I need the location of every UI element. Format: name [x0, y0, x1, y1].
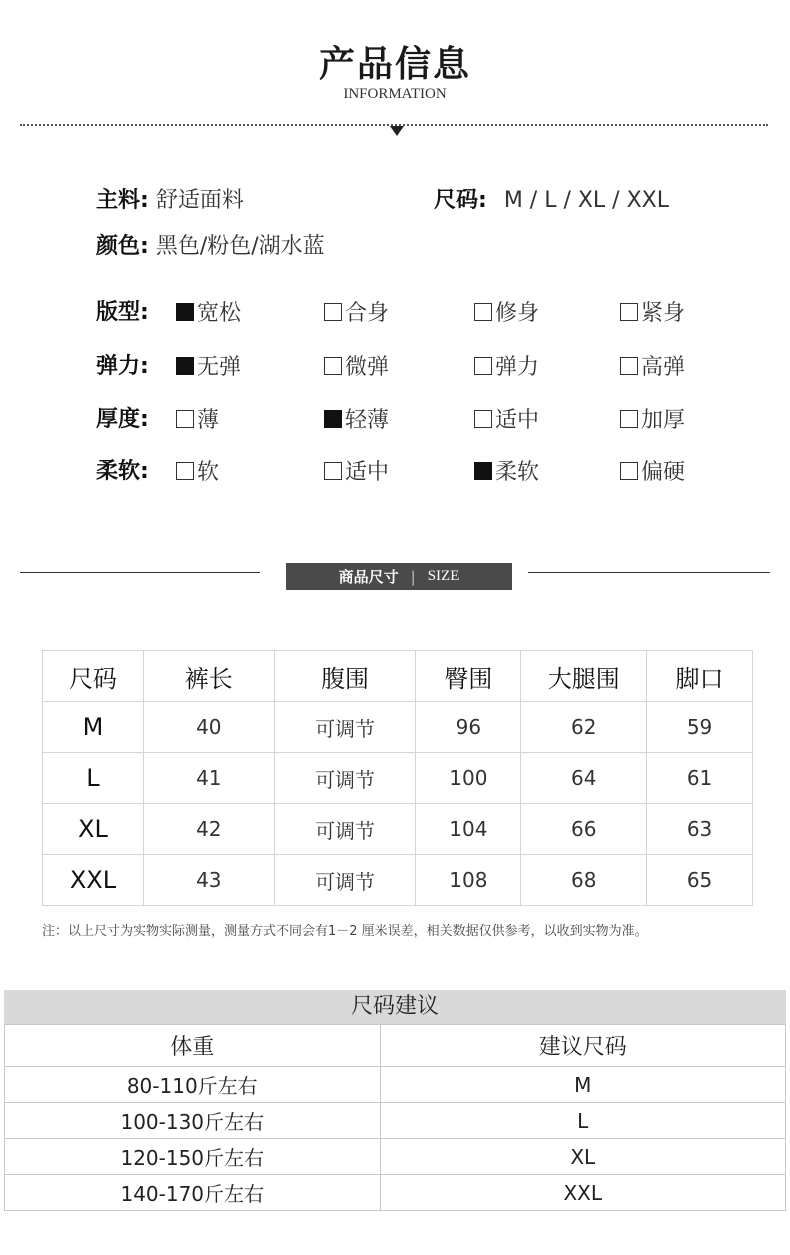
option-elastic-high: [620, 350, 685, 381]
table-header-row: [43, 651, 753, 702]
table-cell: 62: [521, 702, 647, 753]
table-cell: 104: [416, 804, 521, 855]
option-elastic-slight: [324, 350, 389, 381]
table-header: 尺码: [43, 651, 144, 702]
table-cell: 100-130斤左右: [5, 1103, 381, 1139]
attr-label-elasticity: 弹力:: [96, 354, 149, 379]
checkbox-icon: [324, 303, 342, 321]
attr-label-thickness: 厚度:: [96, 407, 149, 432]
option-elastic-medium: [474, 350, 539, 381]
page-subtitle: INFORMATION: [343, 86, 447, 102]
measurement-note: 注：以上尺寸为实物实际测量，测量方式不同会有1－2 厘米误差，相关数据仅供参考，以收到实物为准。: [42, 924, 648, 939]
size-recommendation-table: [4, 1024, 786, 1211]
table-cell: L: [380, 1103, 785, 1139]
checkbox-icon: [324, 462, 342, 480]
table-cell: 64: [521, 753, 647, 804]
table-cell: 59: [647, 702, 753, 753]
section-divider-right: [528, 572, 770, 573]
attr-label-softness: 柔软:: [96, 459, 149, 484]
checkbox-icon: [620, 303, 638, 321]
table-cell: XL: [380, 1139, 785, 1175]
table-cell: 可调节: [274, 753, 416, 804]
checkbox-icon: [474, 462, 492, 480]
table-header: 腹围: [274, 651, 416, 702]
table-header: 裤长: [143, 651, 274, 702]
option-text: 适中: [495, 408, 540, 433]
table-row: [43, 753, 753, 804]
option-text: 无弹: [197, 355, 242, 380]
table-cell: 61: [647, 753, 753, 804]
size-recommendation-title: 尺码建议: [4, 990, 786, 1024]
table-cell: XXL: [43, 855, 144, 906]
material-label: 主料:: [96, 188, 149, 213]
table-cell: 65: [647, 855, 753, 906]
option-soft-medium: [324, 455, 389, 486]
table-row: [5, 1139, 786, 1175]
checkbox-icon: [176, 357, 194, 375]
attr-label-fit: 版型:: [96, 300, 149, 325]
option-soft-soft: [176, 455, 219, 486]
option-elastic-none: [176, 350, 241, 381]
checkbox-icon: [176, 410, 194, 428]
option-text: 高弹: [641, 355, 686, 380]
option-text: 软: [197, 460, 220, 485]
option-fit-loose: [176, 296, 241, 327]
table-cell: 100: [416, 753, 521, 804]
option-text: 微弹: [345, 355, 390, 380]
table-cell: 96: [416, 702, 521, 753]
size-value: M / L / XL / XXL: [503, 188, 669, 213]
table-row: [5, 1175, 786, 1211]
table-cell: 可调节: [274, 804, 416, 855]
table-cell: L: [43, 753, 144, 804]
option-text: 轻薄: [345, 408, 390, 433]
option-text: 宽松: [197, 301, 242, 326]
option-fit-tight: [620, 296, 685, 327]
checkbox-icon: [324, 357, 342, 375]
table-cell: 108: [416, 855, 521, 906]
checkbox-icon: [176, 303, 194, 321]
size-table: [42, 650, 753, 906]
size-section-header: [286, 563, 512, 590]
table-row: [43, 804, 753, 855]
option-fit-regular: [324, 296, 389, 327]
option-soft-hard: [620, 455, 685, 486]
option-text: 合身: [345, 301, 390, 326]
option-text: 紧身: [641, 301, 686, 326]
table-row: [5, 1067, 786, 1103]
table-cell: 63: [647, 804, 753, 855]
table-cell: 66: [521, 804, 647, 855]
option-thick-thick: [620, 403, 685, 434]
size-section-label-en: SIZE: [427, 568, 460, 584]
option-text: 偏硬: [641, 460, 686, 485]
table-cell: M: [380, 1067, 785, 1103]
down-arrow-icon: [390, 126, 404, 136]
table-cell: 40: [143, 702, 274, 753]
table-cell: 可调节: [274, 702, 416, 753]
table-cell: 140-170斤左右: [5, 1175, 381, 1211]
table-header: 脚口: [647, 651, 753, 702]
table-row: [43, 702, 753, 753]
color-value: 黑色/粉色/湖水蓝: [155, 234, 325, 259]
checkbox-icon: [474, 357, 492, 375]
table-cell: 42: [143, 804, 274, 855]
checkbox-icon: [474, 410, 492, 428]
table-header: 臀围: [416, 651, 521, 702]
table-header: 体重: [5, 1025, 381, 1067]
color-label: 颜色:: [96, 234, 149, 259]
option-thick-medium: [474, 403, 539, 434]
size-section-label-cn: 商品尺寸: [338, 568, 399, 586]
option-text: 柔软: [495, 460, 540, 485]
option-thick-light: [324, 403, 389, 434]
table-header: 大腿围: [521, 651, 647, 702]
material-spec: [96, 183, 244, 214]
table-cell: 可调节: [274, 855, 416, 906]
option-thick-thin: [176, 403, 219, 434]
option-text: 弹力: [495, 355, 540, 380]
table-cell: XL: [43, 804, 144, 855]
option-text: 适中: [345, 460, 390, 485]
color-spec: [96, 229, 325, 260]
table-cell: XXL: [380, 1175, 785, 1211]
checkbox-icon: [324, 410, 342, 428]
option-fit-slim: [474, 296, 539, 327]
material-value: 舒适面料: [155, 188, 244, 213]
option-soft-soft2: [474, 455, 539, 486]
table-cell: 68: [521, 855, 647, 906]
table-cell: 80-110斤左右: [5, 1067, 381, 1103]
table-row: [5, 1103, 786, 1139]
option-text: 修身: [495, 301, 540, 326]
checkbox-icon: [620, 462, 638, 480]
checkbox-icon: [176, 462, 194, 480]
checkbox-icon: [620, 410, 638, 428]
checkbox-icon: [620, 357, 638, 375]
table-cell: 41: [143, 753, 274, 804]
table-cell: 120-150斤左右: [5, 1139, 381, 1175]
size-label: 尺码:: [434, 188, 487, 213]
table-cell: 43: [143, 855, 274, 906]
page-title: 产品信息: [318, 44, 471, 85]
section-divider-left: [20, 572, 260, 573]
table-cell: M: [43, 702, 144, 753]
table-header-row: [5, 1025, 786, 1067]
option-text: 薄: [197, 408, 220, 433]
size-section-separator: |: [410, 567, 416, 586]
table-row: [43, 855, 753, 906]
size-spec: [434, 183, 669, 214]
table-header: 建议尺码: [380, 1025, 785, 1067]
checkbox-icon: [474, 303, 492, 321]
option-text: 加厚: [641, 408, 686, 433]
